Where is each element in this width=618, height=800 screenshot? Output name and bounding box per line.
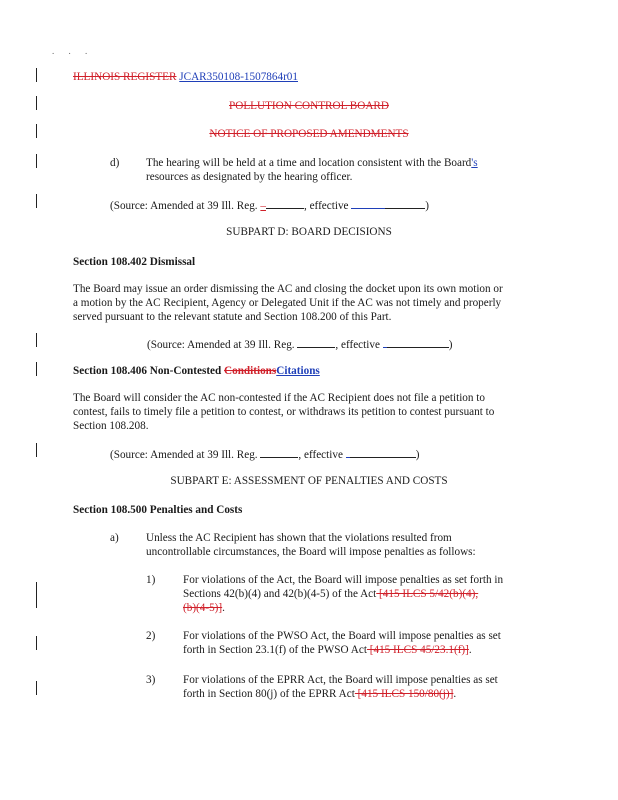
- notice-title: NOTICE OF PROPOSED AMENDMENTS: [209, 128, 409, 140]
- section-402-line3: served pursuant to the relevant statute and Section 108.200 of this Part.: [73, 311, 392, 323]
- item-2-line1: For violations of the PWSO Act, the Board will impose penalties as set: [183, 630, 501, 642]
- section-500-heading: Section 108.500 Penalties and Costs: [73, 504, 243, 516]
- item-3-struck-cite: [415 ILCS 150/80(j)]: [354, 688, 454, 700]
- item-3-line1: For violations of the EPRR Act, the Board will impose penalties as set: [183, 674, 498, 686]
- item-3-period: .: [453, 688, 457, 700]
- revision-bar: [36, 681, 37, 695]
- revision-bar: [36, 68, 37, 82]
- item-d-label: d): [110, 157, 120, 169]
- source-end: ): [415, 449, 420, 461]
- item-a-label: a): [110, 532, 119, 544]
- section-406-body: [73, 391, 563, 433]
- item-1-line2: Sections 42(b)(4) and 42(b)(4-5) of the Act: [183, 588, 377, 600]
- item-1-struck-cite: [415 ILCS 5/42(b)(4),: [376, 588, 479, 600]
- source-note-1: [110, 198, 429, 213]
- item-a-text: [146, 531, 556, 559]
- jcar-code: JCAR350108-1507864r01: [179, 71, 298, 83]
- section-406-title: Section 108.406 Non-Contested: [73, 365, 225, 377]
- section-402-line1: The Board may issue an order dismissing the AC and closing the docket upon its own motion or: [73, 283, 503, 295]
- item-a-line1: Unless the AC Recipient has shown that the violations resulted from: [146, 532, 452, 544]
- heading-inserted-word: Citations: [276, 365, 320, 377]
- source-mid: , effective: [303, 200, 352, 212]
- item-1-text: [183, 573, 543, 615]
- source-dash: –: [260, 200, 266, 212]
- section-406-line3: Section 108.208.: [73, 420, 149, 432]
- item-1-struck-cite-cont: (b)(4-5)]: [183, 602, 223, 614]
- item-1-label: 1): [146, 574, 156, 586]
- section-402-line2: a motion by the AC Recipient, Agency or Delegated Unit if the AC was not timely and properly: [73, 297, 502, 309]
- item-2-line2: forth in Section 23.1(f) of the PWSO Act: [183, 644, 367, 656]
- section-406-line2: contest, fails to timely file a petition to contest, or withdraws its petition to contest pursuant to: [73, 406, 495, 418]
- source-mid: , effective: [335, 339, 383, 351]
- item-d-line2: resources as designated by the hearing officer.: [146, 171, 353, 183]
- revision-bar: [36, 194, 37, 208]
- source-prefix: (Source: Amended at 39 Ill. Reg.: [110, 200, 261, 212]
- subpart-e-heading: SUBPART E: ASSESSMENT OF PENALTIES AND COSTS: [170, 475, 448, 487]
- item-2-text: [183, 629, 543, 657]
- section-406-line1: The Board will consider the AC non-contested if the AC Recipient does not file a petition to: [73, 392, 485, 404]
- date-blank: [385, 198, 425, 209]
- register-title-struck: ILLINOIS REGISTER: [73, 71, 177, 83]
- item-2-period: .: [468, 644, 472, 656]
- revision-bar: [36, 154, 37, 168]
- register-header: [73, 70, 298, 84]
- revision-bar: [36, 443, 37, 457]
- reg-blank: [260, 447, 298, 458]
- item-1-period: .: [222, 602, 225, 614]
- source-end: ): [448, 339, 453, 351]
- source-prefix: (Source: Amended at 39 Ill. Reg.: [110, 449, 261, 461]
- source-prefix: (Source: Amended at 39 Ill. Reg.: [147, 339, 298, 351]
- item-a-line2: uncontrollable circumstances, the Board will impose penalties as follows:: [146, 546, 476, 558]
- reg-blank: [266, 198, 304, 209]
- date-blank-inserted: [351, 198, 385, 209]
- item-2-label: 2): [146, 630, 156, 642]
- header-dots: . . .: [52, 46, 94, 56]
- source-mid: , effective: [298, 449, 346, 461]
- item-d-text: [146, 156, 566, 184]
- item-2-struck-cite: [415 ILCS 45/23.1(f)]: [366, 644, 469, 656]
- item-3-line2: forth in Section 80(j) of the EPRR Act: [183, 688, 355, 700]
- subpart-d-heading: SUBPART D: BOARD DECISIONS: [226, 226, 392, 238]
- section-402-body: [73, 282, 553, 324]
- reg-blank: [297, 337, 335, 348]
- source-end: ): [425, 200, 430, 212]
- revision-bar: [36, 362, 37, 376]
- revision-bar: [36, 333, 37, 347]
- item-3-label: 3): [146, 674, 156, 686]
- section-406-heading: [73, 364, 320, 378]
- board-title: POLLUTION CONTROL BOARD: [229, 100, 389, 112]
- section-402-heading: Section 108.402 Dismissal: [73, 256, 196, 268]
- item-3-text: [183, 673, 543, 701]
- revision-bar: [36, 636, 37, 650]
- source-note-2: [147, 337, 452, 352]
- revision-bar: [36, 582, 37, 608]
- date-blank: [387, 337, 449, 348]
- item-d-insert: 's: [471, 157, 478, 169]
- source-note-3: [110, 447, 419, 462]
- item-1-line1: For violations of the Act, the Board will impose penalties as set forth in: [183, 574, 504, 586]
- heading-struck-word: Conditions: [224, 365, 277, 377]
- date-blank: [350, 447, 416, 458]
- item-d-line1: The hearing will be held at a time and location consistent with the Board: [146, 157, 472, 169]
